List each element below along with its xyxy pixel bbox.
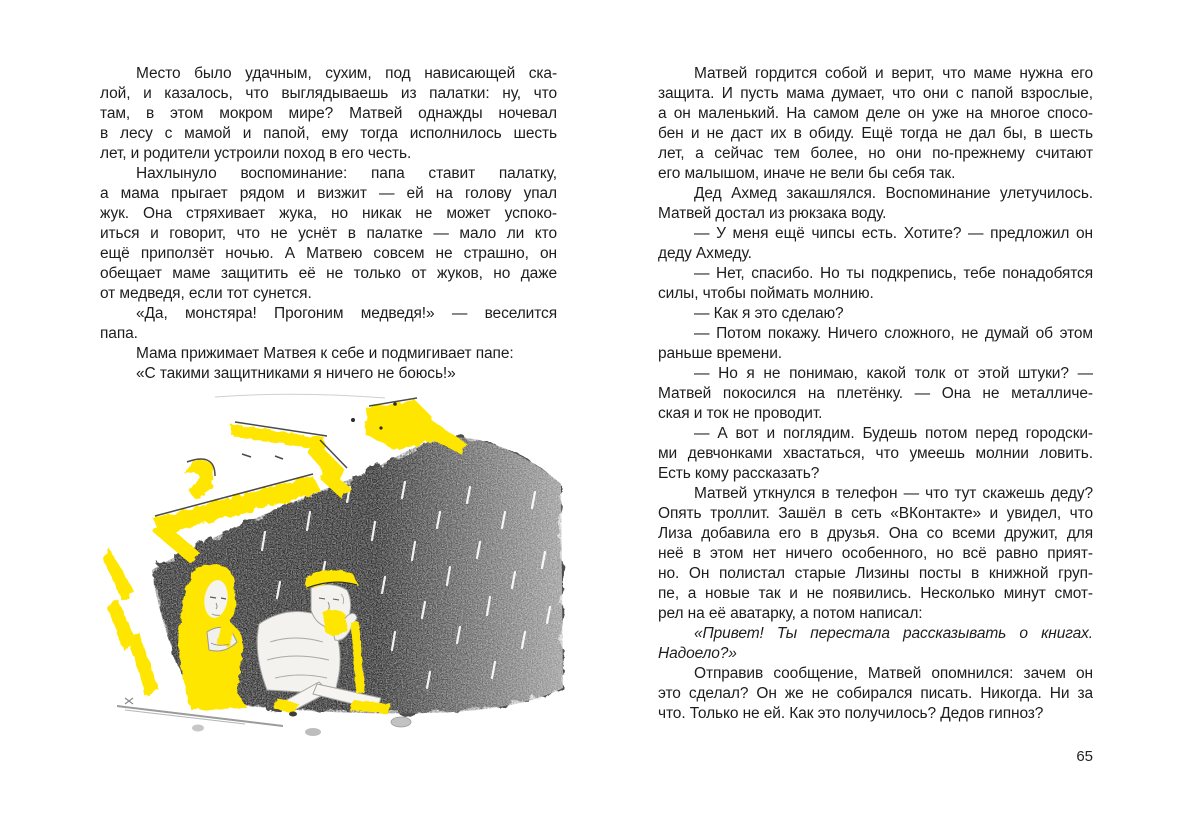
text-line: лет, и родители устроили поход в его честь. — [100, 145, 412, 162]
text-line: иться и говорит, что не уснёт в палатке — мало ли кто — [100, 225, 557, 242]
text-line: Матвей гордится собой и верит, что маме нужна его — [694, 65, 1093, 82]
text-line: ская и ток не проводит. — [658, 405, 823, 422]
text-line: — Как я это сделаю? — [694, 305, 844, 322]
text-line: Матвей уткнулся в телефон — что тут скажешь деду? — [694, 485, 1093, 502]
text-line: в лесу с мамой и папой, ему тогда исполнилось шесть — [100, 125, 557, 142]
text-line: Дед Ахмед закашлялся. Воспоминание улетучилось. — [694, 185, 1093, 202]
illustration-top-sketch-line — [215, 394, 385, 398]
text-line: Лиза добавила его в друзья. Она со всеми дружит, для — [658, 525, 1093, 542]
text-line: Матвей достал из рюкзака воду. — [658, 205, 887, 222]
text-line: Есть кому рассказать? — [658, 465, 820, 482]
text-line: бен и не даст их в обиду. Ещё тогда не дал бы, в шесть — [658, 125, 1093, 142]
text-line: папа. — [100, 325, 138, 342]
illustration-container — [95, 392, 570, 745]
text-line: лой, и казалось, что выглядываешь из палатки: ну, что — [100, 85, 557, 102]
text-line: это сделал? Он же не собирался писать. Никогда. Ни за — [658, 685, 1093, 702]
text-line: ми девчонками хвастаться, что умеешь молнии ловить. — [658, 445, 1093, 462]
text-line: неё в этом нет ничего особенного, но всё равно прият- — [658, 545, 1093, 562]
text-line: — У меня ещё чипсы есть. Хотите? — предложил он — [694, 225, 1093, 242]
text-line: защита. И пусть мама думает, что они с папой взрослые, — [658, 85, 1093, 102]
text-line: от медведя, если тот сунется. — [100, 285, 312, 302]
text-line: рел на её аватарку, а потом написал: — [658, 605, 923, 622]
text-line: пе, а новые так и не появились. Несколько минут смот- — [658, 585, 1093, 602]
text-line: «С такими защитниками я ничего не боюсь!» — [136, 365, 456, 382]
text-line: его малышом, иначе не вели бы себя так. — [658, 165, 956, 182]
text-line: обещает маме защитить её не только от жуков, но даже — [100, 265, 557, 282]
text-line: — Но я не понимаю, какой толк от этой штуки? — — [694, 365, 1093, 382]
left-page-text — [100, 64, 557, 384]
text-line: там, в этом мокром мире? Матвей однажды ночевал — [100, 105, 557, 122]
text-line: — Нет, спасибо. Но ты подкрепись, тебе понадобятся — [694, 265, 1093, 282]
text-line: «Привет! Ты перестала рассказывать о книгах. — [694, 625, 1093, 642]
text-line: а он маленький. На самом деле он уже на многое спосо- — [658, 105, 1093, 122]
text-line: лет, а сейчас тем более, но они по-прежнему считают — [658, 145, 1093, 162]
text-line: Нахлынуло воспоминание: папа ставит палатку, — [136, 165, 557, 182]
text-line: ещё приползёт ночью. А Матвею совсем не страшно, он — [100, 245, 557, 262]
text-line: Отправив сообщение, Матвей опомнился: зачем он — [694, 665, 1093, 682]
text-line: силы, чтобы поймать молнию. — [658, 285, 874, 302]
text-line: Мама прижимает Матвея к себе и подмигивает папе: — [136, 345, 514, 362]
right-page-text — [658, 64, 1093, 724]
text-line: Надоело?» — [658, 645, 737, 662]
text-line: но. Он полистал старые Лизины посты в книжной груп- — [658, 565, 1093, 582]
text-line: что. Только не ей. Как это получилось? Дедов гипноз? — [658, 705, 1044, 722]
text-line: жук. Она стряхивает жука, но никак не может успоко- — [100, 205, 557, 222]
text-line: «Да, монстяра! Прогоним медведя!» — веселится — [136, 305, 557, 322]
text-line: Место было удачным, сухим, под нависающей ска- — [136, 65, 557, 82]
text-line: Опять троллит. Зашёл в сеть «ВКонтакте» и увидел, что — [658, 505, 1093, 522]
text-line: Матвей покосился на плетёнку. — Она не металличе- — [658, 385, 1093, 402]
page-number: 65 — [1076, 748, 1093, 765]
text-line: а мама прыгает рядом и визжит — ей на голову упал — [100, 185, 557, 202]
text-line: деду Ахмеду. — [658, 245, 752, 262]
text-line: — Потом покажу. Ничего сложного, не думай об этом — [694, 325, 1093, 342]
illustration — [95, 392, 570, 745]
illustration-beard — [323, 609, 347, 635]
text-line: — А вот и поглядим. Будешь потом перед городски- — [694, 425, 1093, 442]
text-line: раньше времени. — [658, 345, 783, 362]
